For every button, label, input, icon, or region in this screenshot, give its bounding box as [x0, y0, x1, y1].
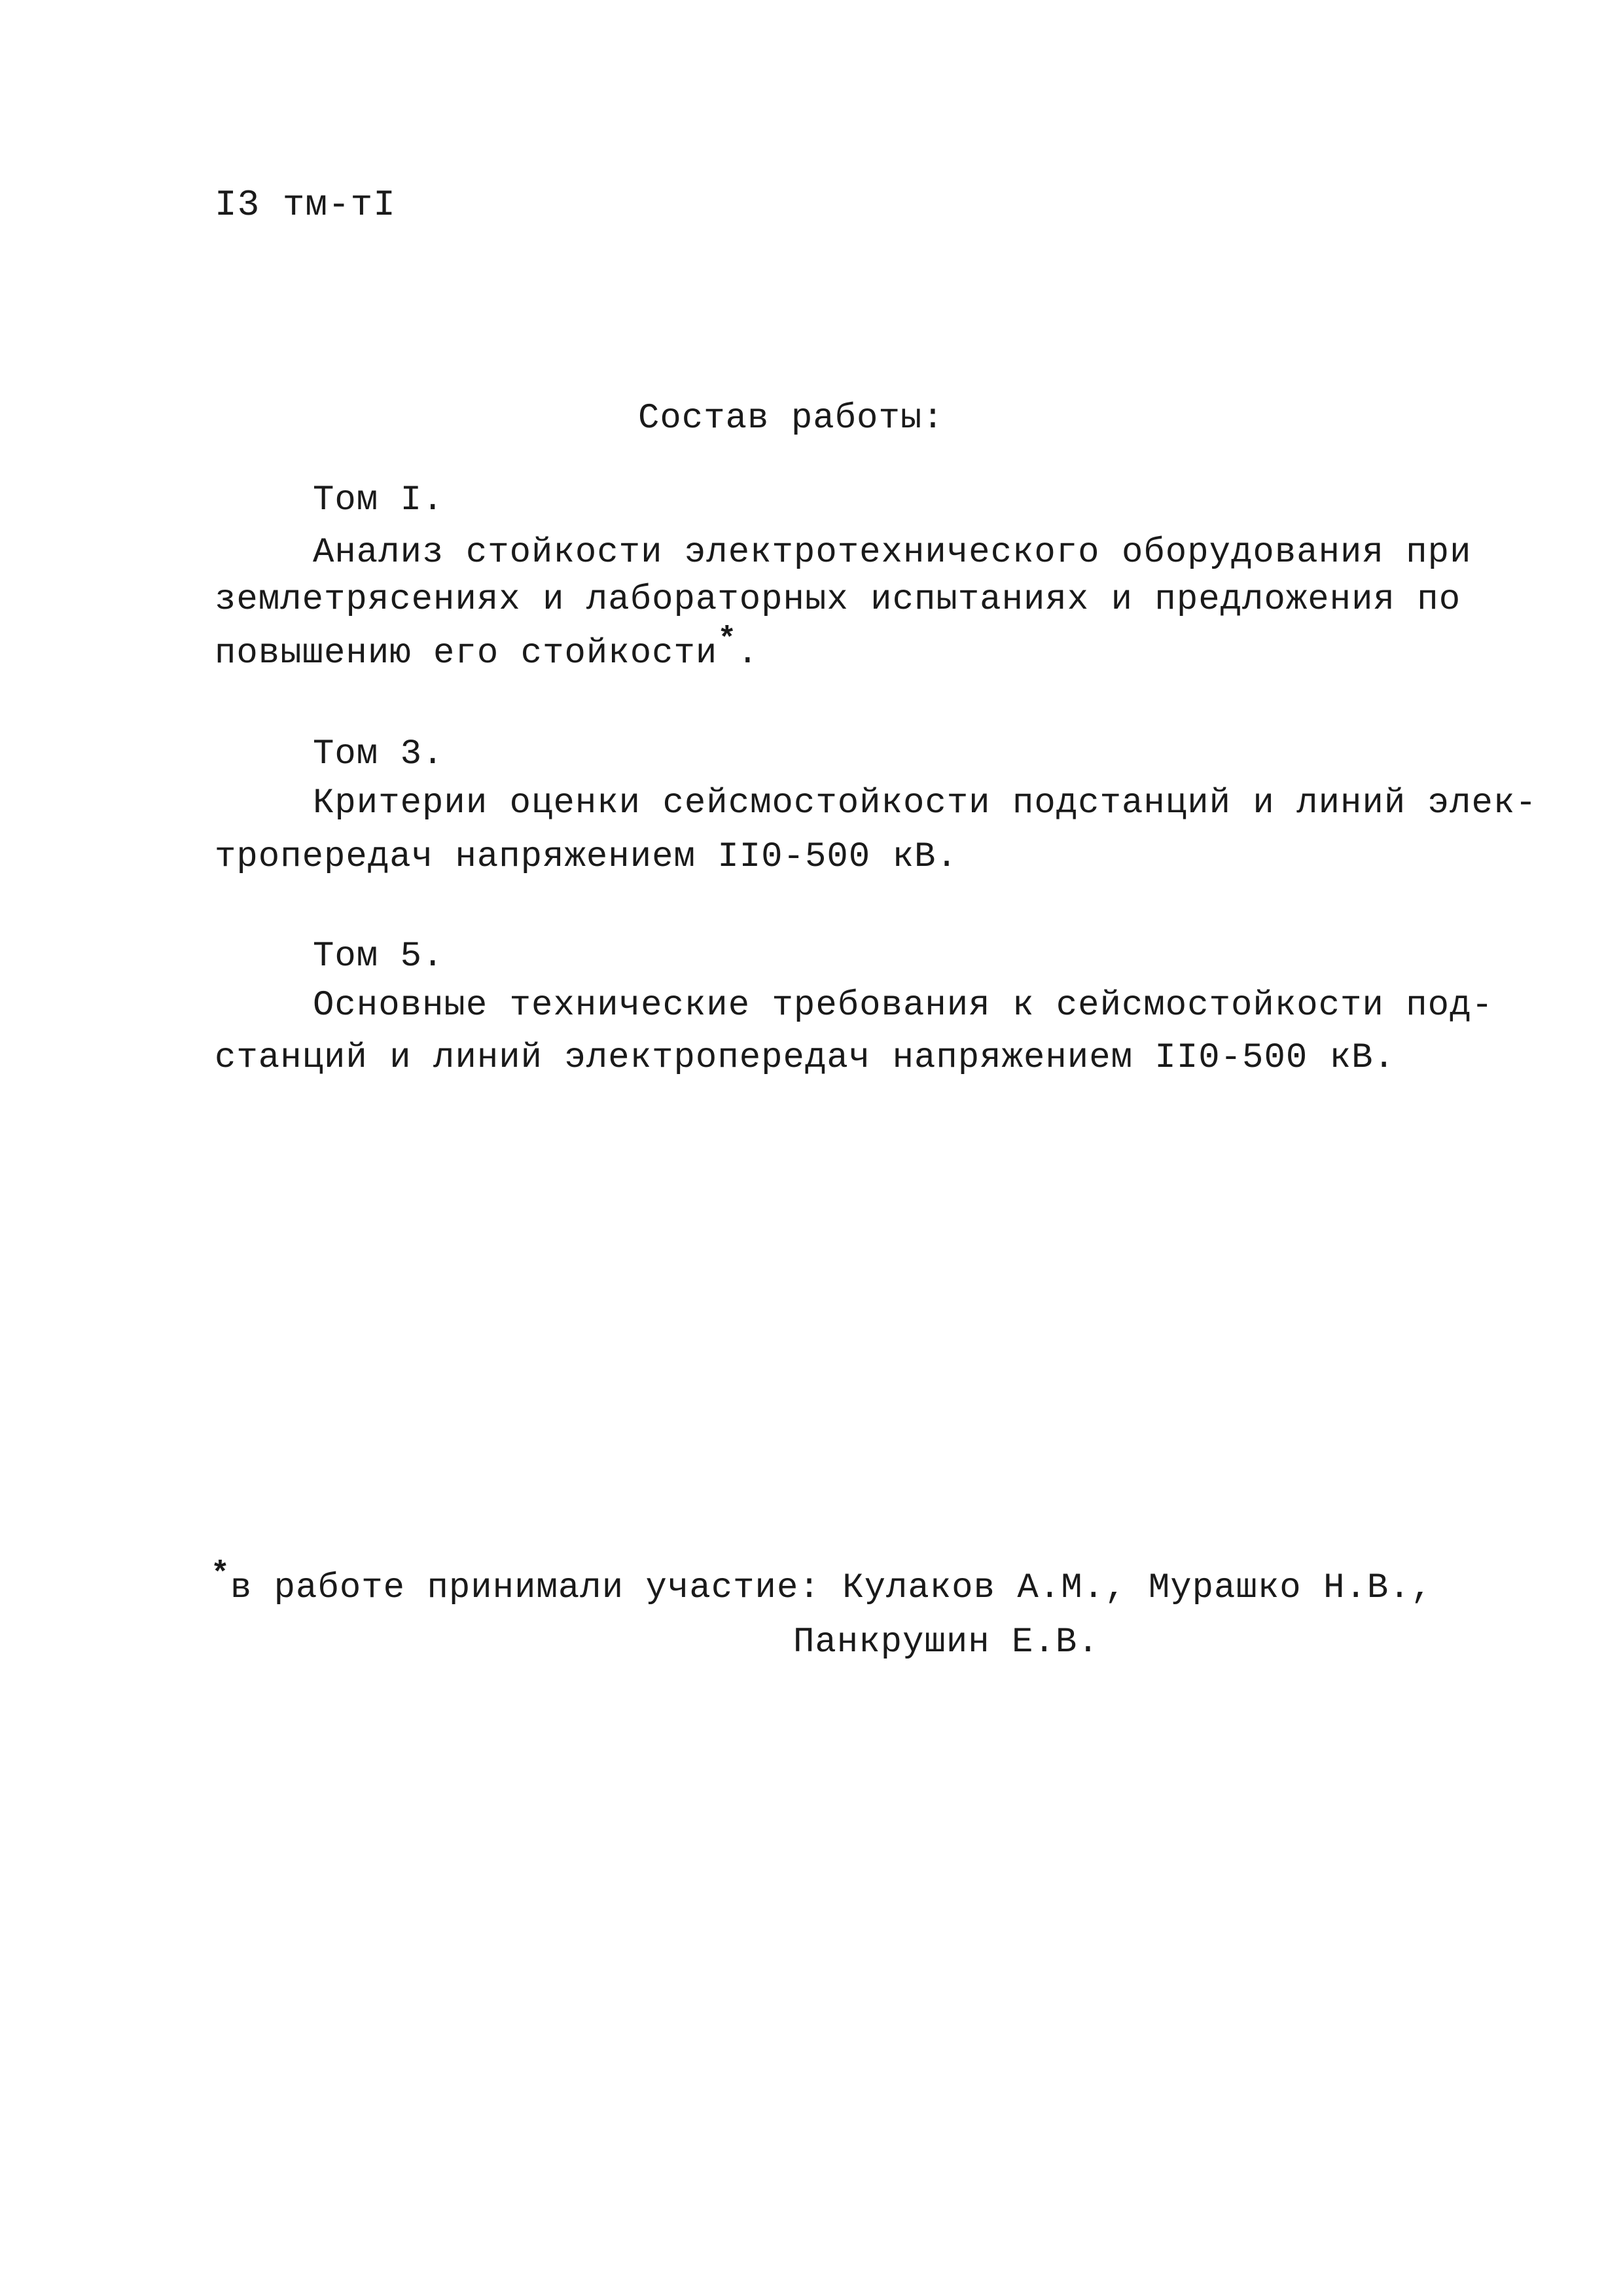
footnote-line-2: Панкрушин Е.В. — [793, 1623, 1099, 1662]
footnote-line-1-text: в работе принимали участие: Кулаков А.М., Мурашко Н.В., — [230, 1568, 1433, 1608]
volume-3-text-line-1: Критерии оценки сейсмостойкости подстанций и линий элек- — [313, 783, 1537, 823]
footnote-reference-mark: * — [717, 622, 738, 658]
volume-3-text-line-2: тропередач напряжением II0-500 кВ. — [215, 837, 958, 877]
page-title: Состав работы: — [638, 399, 944, 439]
volume-1-label: Том I. — [313, 480, 444, 520]
volume-5-label: Том 5. — [313, 937, 444, 977]
volume-5-text-line-2: станций и линий электропередач напряжением II0-500 кВ. — [215, 1038, 1395, 1078]
footnote-mark: * — [211, 1557, 230, 1592]
volume-1-text-line-3 — [215, 622, 759, 677]
footnote-line-1 — [211, 1557, 1433, 1612]
document-code: I3 тм-тI — [215, 184, 396, 226]
volume-5-text-line-1: Основные технические требования к сейсмостойкости под- — [313, 986, 1493, 1026]
volume-1-text-line-2: землетрясениях и лабораторных испытаниях и предложения по — [215, 580, 1461, 620]
volume-3-label: Том 3. — [313, 734, 444, 774]
volume-1-end-punctuation: . — [737, 634, 759, 673]
volume-1-text-line-1: Анализ стойкости электротехнического оборудования при — [313, 533, 1472, 573]
volume-1-text-line-3-content: повышению его стойкости — [215, 634, 718, 673]
